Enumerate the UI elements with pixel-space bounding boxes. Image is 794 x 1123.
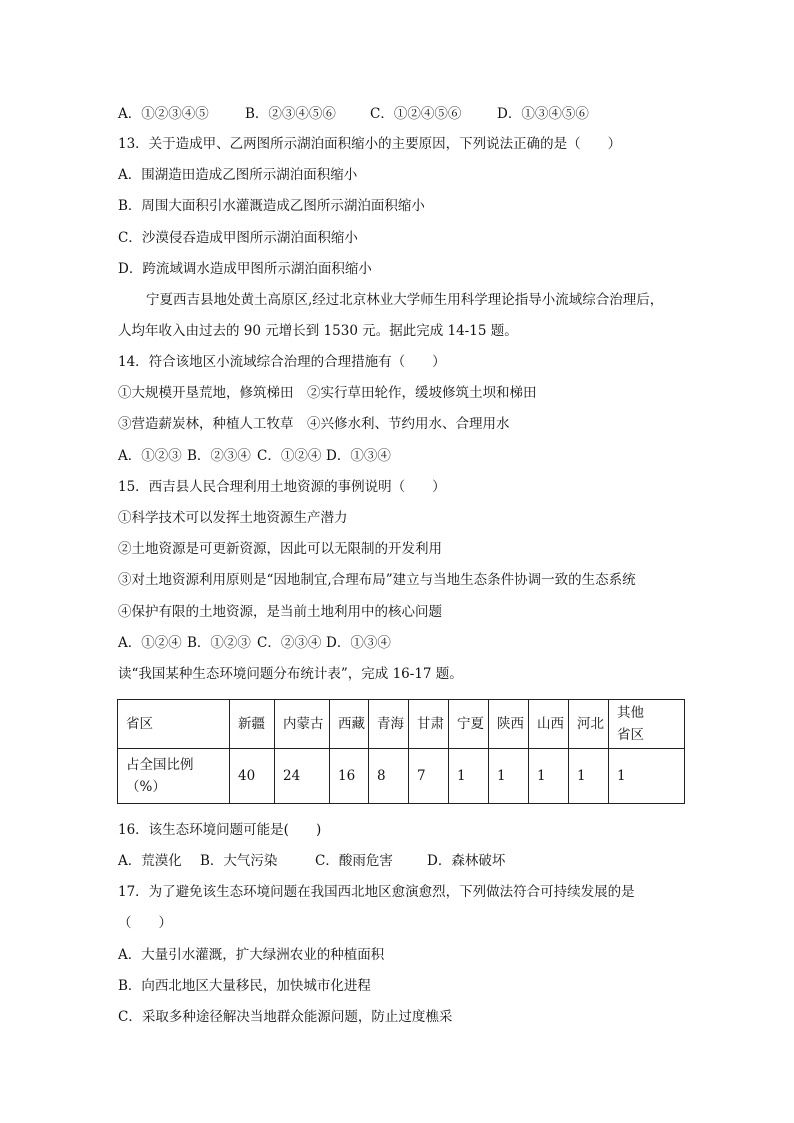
distribution-table <box>117 699 685 804</box>
table-col-header: 其他省区 <box>609 700 685 749</box>
q16-option-c: C．酸雨危害 <box>315 853 393 869</box>
table-data-header: 占全国比例（%） <box>118 749 230 804</box>
table-cell: 24 <box>275 749 330 804</box>
q14-option-c: C．①②④ <box>257 448 322 464</box>
q14-stem: 14．符合该地区小流域综合治理的合理措施有（ ） <box>118 354 446 370</box>
table-col-header: 新疆 <box>230 700 275 749</box>
q15-item-1: ①科学技术可以发挥土地资源生产潜力 <box>118 510 348 526</box>
q14-option-a: A．①②③ <box>118 448 182 464</box>
q13-option-a: A．围湖造田造成乙图所示湖泊面积缩小 <box>118 167 358 183</box>
table-cell: 1 <box>449 749 489 804</box>
q16-option-a: A．荒漠化 <box>118 853 182 869</box>
q12-option-c: C．①②④⑤⑥ <box>370 106 462 122</box>
q15-item-4: ④保护有限的土地资源，是当前土地利用中的核心问题 <box>118 604 442 620</box>
q17-option-a: A．大量引水灌溉，扩大绿洲农业的种植面积 <box>118 947 385 963</box>
table-cell: 8 <box>369 749 409 804</box>
q12-options <box>118 104 589 124</box>
table-col-header: 青海 <box>369 700 409 749</box>
q16-options <box>118 851 505 871</box>
q15-item-2: ②土地资源是可更新资源，因此可以无限制的开发利用 <box>118 541 442 557</box>
table-cell: 1 <box>529 749 569 804</box>
table-col-header: 山西 <box>529 700 569 749</box>
q14-option-b: B．②③④ <box>187 448 251 464</box>
q15-option-b: B．①②③ <box>187 635 251 651</box>
q14-options <box>118 446 391 466</box>
q14-item-2: ③营造薪炭林，种植人工牧草 ④兴修水利、节约用水、合理用水 <box>118 416 510 432</box>
q15-options <box>118 633 391 653</box>
q12-option-a: A．①②③④⑤ <box>118 106 209 122</box>
table-col-header: 甘肃 <box>409 700 449 749</box>
table-col-header: 西藏 <box>330 700 369 749</box>
q15-option-d: D．①③④ <box>326 635 391 651</box>
table-cell: 1 <box>489 749 529 804</box>
q14-item-1: ①大规模开垦荒地，修筑梯田 ②实行草田轮作，缓坡修筑土坝和梯田 <box>118 385 537 401</box>
q15-option-a: A．①②④ <box>118 635 182 651</box>
table-data-row <box>118 749 685 804</box>
q15-option-c: C．②③④ <box>257 635 322 651</box>
q17-stem: 17．为了避免该生态环境问题在我国西北地区愈演愈烈，下列做法符合可持续发展的是 <box>118 884 635 900</box>
q16-stem: 16．该生态环境问题可能是( ) <box>118 822 322 838</box>
passage1-line1: 宁夏西吉县地处黄土高原区,经过北京林业大学师生用科学理论指导小流域综合治理后， <box>146 292 664 308</box>
q17-option-b: B．向西北地区大量移民，加快城市化进程 <box>118 978 371 994</box>
table-cell: 40 <box>230 749 275 804</box>
table-cell: 1 <box>569 749 609 804</box>
table-cell: 16 <box>330 749 369 804</box>
table-col-header: 宁夏 <box>449 700 489 749</box>
table-header-row <box>118 700 685 749</box>
passage1-line2: 人均年收入由过去的 90 元增长到 1530 元。据此完成 14-15 题。 <box>118 323 518 339</box>
q17-option-c: C．采取多种途径解决当地群众能源问题，防止过度樵采 <box>118 1009 453 1025</box>
q13-stem: 13．关于造成甲、乙两图所示湖泊面积缩小的主要原因，下列说法正确的是（ ） <box>118 136 622 152</box>
q16-option-d: D．森林破坏 <box>427 853 506 869</box>
table-row-header: 省区 <box>118 700 230 749</box>
q15-stem: 15．西吉县人民合理利用土地资源的事例说明（ ） <box>118 479 446 495</box>
q13-option-d: D．跨流域调水造成甲图所示湖泊面积缩小 <box>118 261 372 277</box>
table-col-header: 内蒙古 <box>275 700 330 749</box>
q12-option-d: D．①③④⑤⑥ <box>497 106 589 122</box>
q14-option-d: D．①③④ <box>326 448 391 464</box>
q16-option-b: B．大气污染 <box>200 853 278 869</box>
q17-stem-cont: （ ） <box>118 915 172 931</box>
table-col-header: 河北 <box>569 700 609 749</box>
q13-option-c: C．沙漠侵吞造成甲图所示湖泊面积缩小 <box>118 230 358 246</box>
table-cell: 1 <box>609 749 685 804</box>
q15-item-3: ③对土地资源利用原则是“因地制宜,合理布局”建立与当地生态条件协调一致的生态系统 <box>118 572 636 588</box>
q13-option-b: B．周围大面积引水灌溉造成乙图所示湖泊面积缩小 <box>118 198 425 214</box>
table-cell: 7 <box>409 749 449 804</box>
q12-option-b: B．②③④⑤⑥ <box>245 106 336 122</box>
table-col-header: 陕西 <box>489 700 529 749</box>
passage2: 读“我国某种生态环境问题分布统计表”，完成 16-17 题。 <box>118 666 463 682</box>
